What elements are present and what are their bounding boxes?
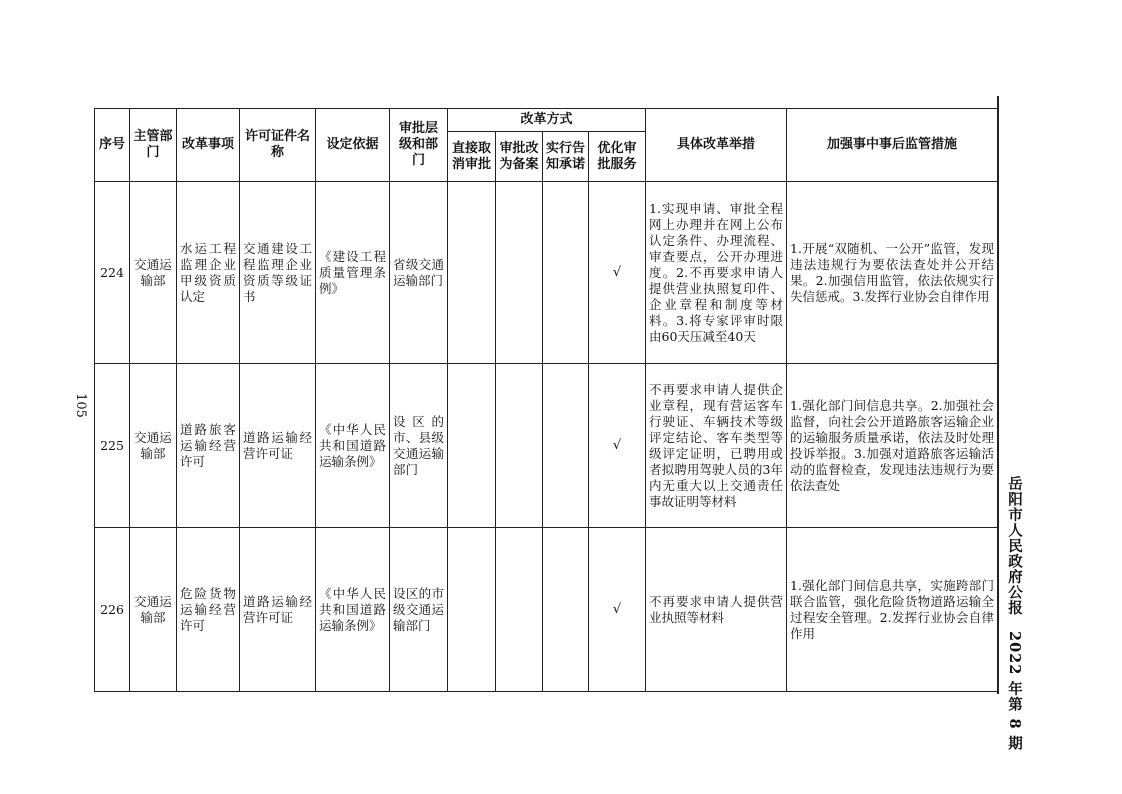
cell-basis: 《中华人民共和国道路运输条例》	[316, 364, 390, 528]
header-promise: 实行告知承诺	[543, 132, 589, 182]
cell-dept: 交通运输部	[130, 364, 177, 528]
header-item: 改革事项	[177, 109, 240, 182]
cell-level: 省级交通运输部门	[390, 182, 448, 364]
cell-basis: 《中华人民共和国道路运输条例》	[316, 528, 390, 692]
cell-item: 危险货物运输经营许可	[177, 528, 240, 692]
cell-optimize-check: √	[589, 528, 646, 692]
cell-measures: 不再要求申请人提供企业章程，现有营运客车行驶证、车辆技术等级评定结论、客车类型等级评定证明，已聘用或者拟聘用驾驶人员的3年内无重大以上交通责任事故证明等材料	[646, 364, 787, 528]
header-filing: 审批改为备案	[496, 132, 543, 182]
cell-license: 道路运输经营许可证	[240, 528, 316, 692]
cell-license: 道路运输经营许可证	[240, 364, 316, 528]
header-seq: 序号	[95, 109, 130, 182]
cell-supervision: 1.开展“双随机、一公开”监管，发现违法违规行为要依法查处并公开结果。2.加强信用监管，依法依规实行失信惩戒。3.发挥行业协会自律作用	[787, 182, 998, 364]
cell-measures: 不再要求申请人提供营业执照等材料	[646, 528, 787, 692]
cell-supervision: 1.强化部门间信息共享，实施跨部门联合监管，强化危险货物道路运输全过程安全管理。2.发挥行业协会自律作用	[787, 528, 998, 692]
cell-basis: 《建设工程质量管理条例》	[316, 182, 390, 364]
cell-optimize-check: √	[589, 364, 646, 528]
cell-license: 交通建设工程监理企业资质等级证书	[240, 182, 316, 364]
cell-cancel	[448, 528, 496, 692]
cell-dept: 交通运输部	[130, 528, 177, 692]
cell-filing	[496, 528, 543, 692]
header-level: 审批层级和部门	[390, 109, 448, 182]
running-header: 岳阳市人民政府公报 2022 年第 8 期	[1006, 476, 1023, 752]
header-cancel: 直接取消审批	[448, 132, 496, 182]
cell-supervision: 1.强化部门间信息共享。2.加强社会监督，向社会公开道路旅客运输企业的运输服务质量承诺，依法及时处理投诉举报。3.加强对道路旅客运输活动的监督检查，发现违法违规行为要依法查处	[787, 364, 998, 528]
cell-filing	[496, 364, 543, 528]
cell-seq: 226	[95, 528, 130, 692]
header-reform-group: 改革方式	[448, 109, 646, 132]
cell-cancel	[448, 182, 496, 364]
cell-measures: 1.实现申请、审批全程网上办理并在网上公布认定条件、办理流程、审查要点，公开办理进度。2.不再要求申请人提供营业执照复印件、企业章程和制度等材料。3.将专家评审时限由60天压减至40天	[646, 182, 787, 364]
cell-cancel	[448, 364, 496, 528]
header-supervision: 加强事中事后监管措施	[787, 109, 998, 182]
cell-dept: 交通运输部	[130, 182, 177, 364]
reform-table	[94, 108, 998, 692]
header-measures: 具体改革举措	[646, 109, 787, 182]
cell-seq: 225	[95, 364, 130, 528]
cell-item: 水运工程监理企业甲级资质认定	[177, 182, 240, 364]
table-row	[95, 528, 998, 692]
cell-promise	[543, 182, 589, 364]
header-basis: 设定依据	[316, 109, 390, 182]
cell-level: 设区的市级交通运输部门	[390, 528, 448, 692]
cell-seq: 224	[95, 182, 130, 364]
header-dept: 主管部门	[130, 109, 177, 182]
cell-level: 设区的市、县级交通运输部门	[390, 364, 448, 528]
cell-item: 道路旅客运输经营许可	[177, 364, 240, 528]
cell-promise	[543, 528, 589, 692]
header-optimize: 优化审批服务	[589, 132, 646, 182]
page-number: 105	[72, 393, 88, 418]
table-row	[95, 364, 998, 528]
cell-optimize-check: √	[589, 182, 646, 364]
cell-promise	[543, 364, 589, 528]
cell-filing	[496, 182, 543, 364]
header-license: 许可证件名称	[240, 109, 316, 182]
table-row	[95, 182, 998, 364]
